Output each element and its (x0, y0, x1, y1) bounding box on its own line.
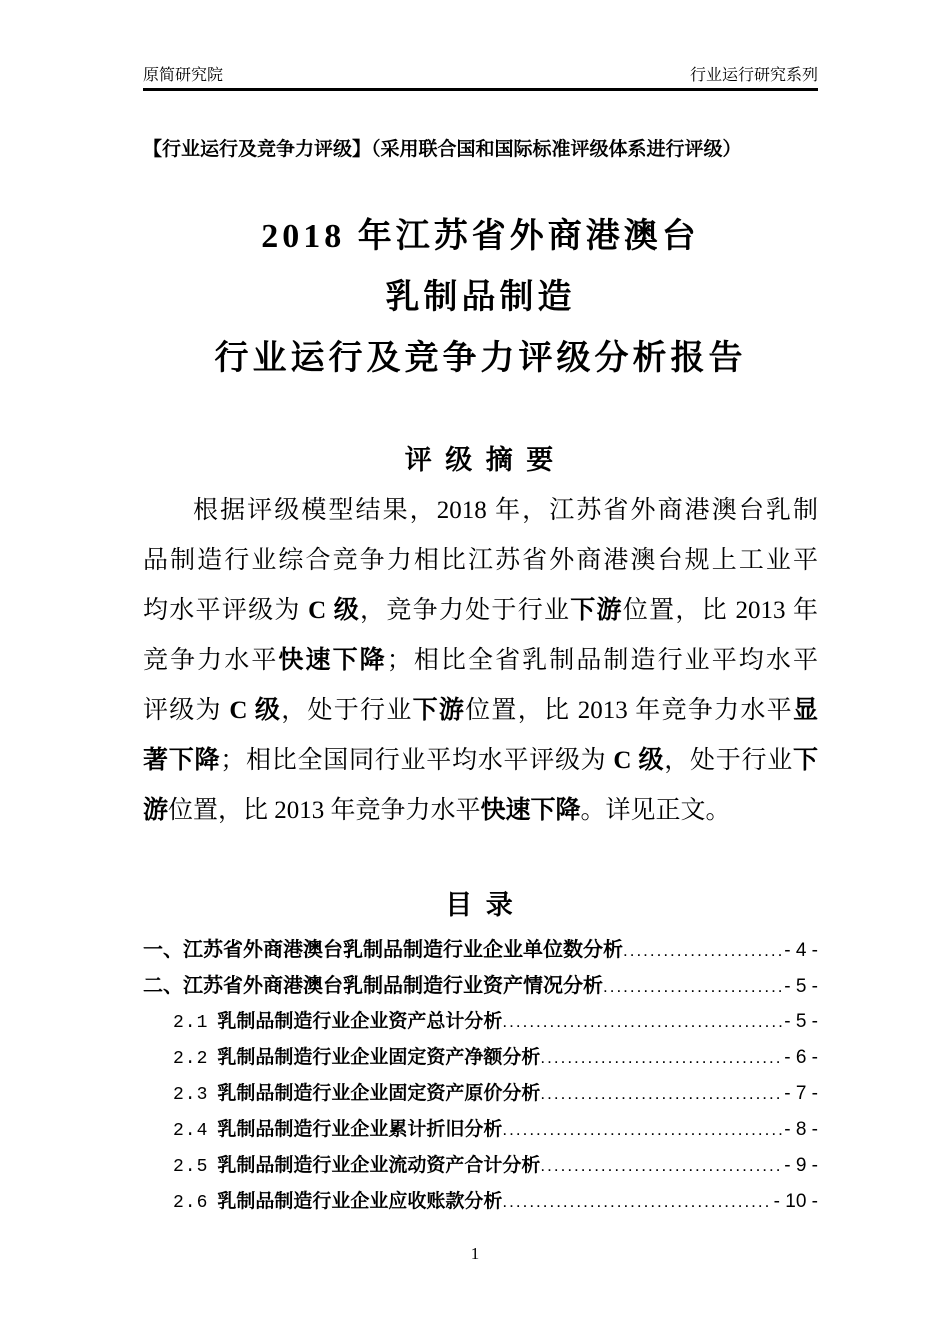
toc-page-number: - 5 - (784, 976, 818, 997)
toc-entry-label: 一、江苏省外商港澳台乳制品制造行业企业单位数分析 (143, 939, 623, 961)
bold-emphasis: 游 (143, 797, 169, 824)
toc-entry-label: 乳制品制造行业企业流动资产合计分析 (217, 1155, 541, 1176)
summary-heading: 评 级 摘 要 (404, 445, 557, 475)
bold-emphasis: 下 (792, 747, 818, 774)
toc-entry[interactable] (143, 1112, 818, 1148)
toc-leader-dots (502, 1184, 771, 1220)
summary-text: 位置，比 2013 年竞争力水平 (465, 697, 793, 724)
toc-leader-dots (623, 933, 782, 969)
toc-page-number: - 4 - (784, 940, 818, 961)
toc-page-number: - 5 - (784, 1011, 818, 1032)
summary-line (143, 636, 818, 686)
toc-heading: 目 录 (445, 890, 516, 920)
summary-text: ，竞争力处于行业 (360, 597, 571, 624)
toc-entry-label: 乳制品制造行业企业固定资产净额分析 (217, 1047, 541, 1068)
summary-text: 。详见正文。 (580, 797, 731, 824)
summary-line (143, 586, 818, 636)
summary-text: 竞争力水平 (143, 647, 279, 674)
summary-text: 评级为 (143, 697, 222, 724)
toc-leader-dots (502, 1112, 782, 1148)
toc-page-number: - 9 - (784, 1155, 818, 1176)
summary-text: ，处于行业 (664, 747, 793, 774)
toc-entry[interactable] (143, 1040, 818, 1076)
report-title-line-1: 2018 年江苏省外商港澳台 (261, 218, 700, 255)
summary-text: 位置，比 2013 年 (622, 597, 818, 624)
toc-leader-dots (502, 1004, 782, 1040)
bold-emphasis: C 级 (300, 597, 361, 624)
summary-text: 均水平评级为 (143, 597, 301, 624)
toc-page-number: - 6 - (784, 1047, 818, 1068)
summary-text: ，处于行业 (281, 697, 413, 724)
toc-entry[interactable] (143, 968, 818, 1004)
toc-entry-label: 乳制品制造行业企业应收账款分析 (217, 1191, 503, 1212)
toc-page-number: - 10 - (773, 1191, 818, 1212)
toc-entry[interactable] (143, 1004, 818, 1040)
toc-entry[interactable] (143, 932, 818, 968)
rating-tagline-note: （采用联合国和国际标准评级体系进行评级） (371, 139, 742, 160)
report-title (143, 206, 818, 389)
summary-line (143, 536, 818, 586)
toc-leader-dots (540, 1148, 782, 1184)
summary-line (143, 736, 818, 786)
toc-entry[interactable] (143, 1076, 818, 1112)
bold-emphasis: 下游 (412, 697, 466, 724)
report-title-line-3: 行业运行及竞争力评级分析报告 (214, 340, 747, 377)
toc-entry-label: 乳制品制造行业企业固定资产原价分析 (217, 1083, 541, 1104)
toc-leader-dots (603, 969, 782, 1005)
summary-text: 位置，比 2013 年竞争力水平 (168, 797, 481, 824)
bold-emphasis: C 级 (221, 697, 282, 724)
page-header (143, 0, 818, 86)
summary-line (143, 786, 818, 836)
toc-entry-label: 二、江苏省外商港澳台乳制品制造行业资产情况分析 (143, 975, 603, 997)
toc-entry-number: 2.4 (173, 1121, 209, 1141)
toc-entry[interactable] (143, 1184, 818, 1220)
summary-text: 品制造行业综合竞争力相比江苏省外商港澳台规上工业平 (143, 547, 818, 574)
toc-entry-label: 乳制品制造行业企业累计折旧分析 (217, 1119, 503, 1140)
toc-page-number: - 8 - (784, 1119, 818, 1140)
bold-emphasis: C 级 (606, 747, 665, 774)
summary-text: ；相比全省乳制品制造行业平均水平 (386, 647, 818, 674)
bold-emphasis: 下游 (570, 597, 623, 624)
report-title-line-2: 乳制品制造 (385, 279, 576, 316)
toc-entry-number: 2.5 (173, 1157, 209, 1177)
header-rule (143, 88, 818, 91)
toc-entry-number: 2.3 (173, 1085, 209, 1105)
page-number-footer: 1 (470, 1244, 480, 1263)
header-left-text: 原简研究院 (143, 67, 224, 84)
toc-entry-label: 乳制品制造行业企业资产总计分析 (217, 1011, 503, 1032)
rating-tagline-bracket: 【行业运行及竞争力评级】 (143, 139, 372, 160)
toc-entry[interactable] (143, 1148, 818, 1184)
toc-leader-dots (540, 1040, 782, 1076)
toc-entry-number: 2.6 (173, 1193, 209, 1213)
toc-entry-number: 2.1 (173, 1013, 209, 1033)
toc-leader-dots (540, 1076, 782, 1112)
toc-page-number: - 7 - (784, 1083, 818, 1104)
bold-emphasis: 快速下降 (480, 797, 581, 824)
header-right-text: 行业运行研究系列 (689, 67, 818, 84)
bold-emphasis: 显 (792, 697, 818, 724)
bold-emphasis: 著下降 (143, 747, 221, 774)
toc-list (143, 932, 818, 1220)
summary-text: ；相比全国同行业平均水平评级为 (220, 747, 607, 774)
summary-text: 根据评级模型结果，2018 年，江苏省外商港澳台乳制 (193, 497, 818, 524)
summary-line (143, 686, 818, 736)
bold-emphasis: 快速下降 (278, 647, 387, 674)
summary-line (143, 486, 818, 536)
toc-entry-number: 2.2 (173, 1049, 209, 1069)
rating-tagline (143, 137, 818, 163)
summary-paragraph (143, 486, 818, 836)
